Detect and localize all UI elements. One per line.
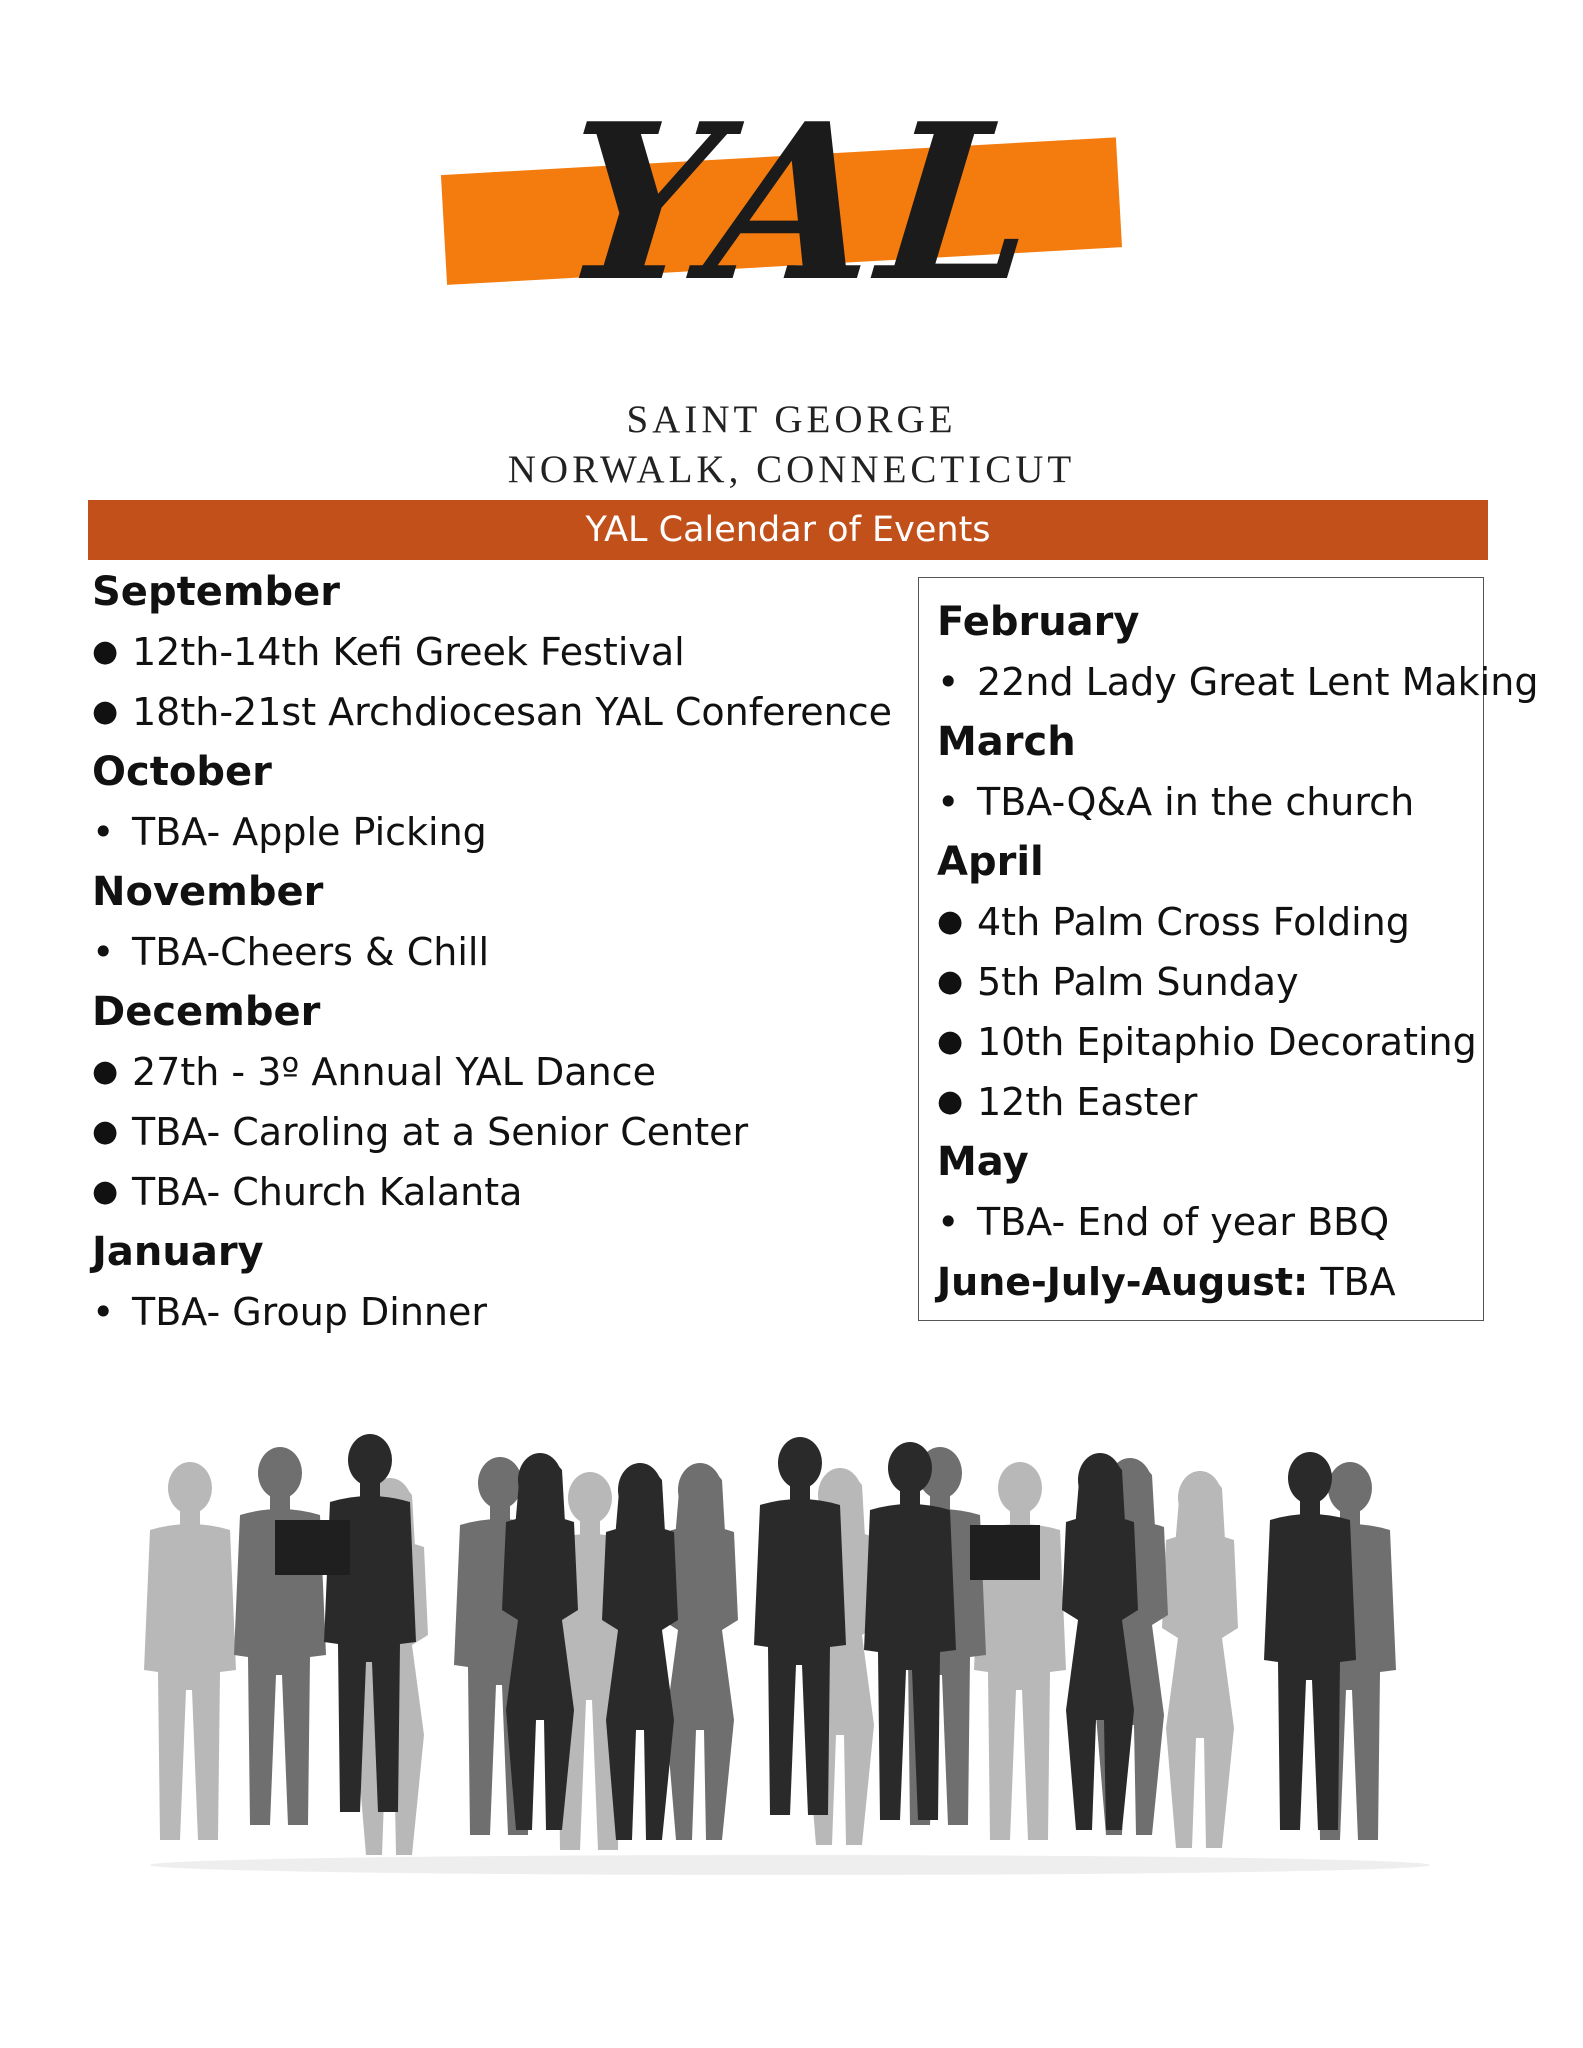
month-heading: May	[937, 1139, 1029, 1185]
right-column-box	[918, 577, 1539, 1321]
event-item	[92, 622, 912, 682]
event-text: TBA- Caroling at a Senior Center	[132, 1110, 749, 1154]
event-item	[937, 772, 1483, 832]
yal-logo	[440, 76, 1140, 395]
bullet: ●	[92, 634, 119, 669]
month-heading: November	[92, 869, 324, 915]
event-item	[937, 892, 1483, 952]
event-text: TBA- Group Dinner	[132, 1290, 487, 1334]
bullet: •	[937, 660, 960, 704]
summer-value: TBA	[1320, 1260, 1396, 1304]
event-text: TBA- End of year BBQ	[977, 1200, 1390, 1244]
event-text: 5th Palm Sunday	[977, 960, 1299, 1004]
summer-label: June-July-August:	[937, 1260, 1309, 1304]
month-heading: September	[92, 569, 340, 615]
bullet: ●	[937, 904, 964, 939]
church-name: SAINT GEORGE	[626, 398, 957, 441]
calendar-banner: YAL Calendar of Events	[88, 500, 1488, 560]
event-item	[92, 922, 912, 982]
month-heading: December	[92, 989, 321, 1035]
church-location: NORWALK, CONNECTICUT	[507, 448, 1076, 491]
bullet: •	[92, 930, 115, 974]
event-text: 10th Epitaphio Decorating	[977, 1020, 1477, 1064]
month-heading: February	[937, 599, 1140, 645]
bullet: ●	[937, 964, 964, 999]
logo-text: YAL	[551, 76, 1055, 329]
event-item	[937, 1192, 1483, 1252]
event-text: 18th-21st Archdiocesan YAL Conference	[132, 690, 893, 734]
event-text: TBA- Apple Picking	[132, 810, 487, 854]
bullet: •	[937, 780, 960, 824]
event-text: 12th-14th Kefi Greek Festival	[132, 630, 685, 674]
event-text: 12th Easter	[977, 1080, 1198, 1124]
event-item	[937, 652, 1539, 712]
summer-line	[937, 1252, 1483, 1312]
event-item	[937, 952, 1483, 1012]
event-item	[92, 1102, 912, 1162]
bullet: ●	[92, 1114, 119, 1149]
month-heading: January	[92, 1229, 264, 1275]
month-heading: March	[937, 719, 1076, 765]
bullet: ●	[937, 1084, 964, 1119]
bullet: ●	[92, 1054, 119, 1089]
bullet: ●	[937, 1024, 964, 1059]
event-item	[92, 1042, 912, 1102]
event-text: 27th - 3º Annual YAL Dance	[132, 1050, 656, 1094]
left-column	[92, 562, 912, 1342]
event-item	[92, 682, 912, 742]
event-text: TBA-Cheers & Chill	[132, 930, 490, 974]
event-item	[937, 1012, 1483, 1072]
event-text: TBA-Q&A in the church	[977, 780, 1415, 824]
event-item	[92, 1162, 912, 1222]
people-silhouettes-illustration	[120, 1420, 1460, 1880]
event-item	[937, 1072, 1483, 1132]
bullet: ●	[92, 694, 119, 729]
event-text: 4th Palm Cross Folding	[977, 900, 1410, 944]
month-heading: October	[92, 749, 272, 795]
bullet: •	[937, 1200, 960, 1244]
event-item	[92, 1282, 912, 1342]
event-text: 22nd Lady Great Lent Making	[977, 660, 1539, 704]
event-item	[92, 802, 912, 862]
month-heading: April	[937, 839, 1044, 885]
bullet: •	[92, 810, 115, 854]
crowd-silhouette-svg	[120, 1420, 1460, 1880]
bullet: ●	[92, 1174, 119, 1209]
bullet: •	[92, 1290, 115, 1334]
event-text: TBA- Church Kalanta	[132, 1170, 523, 1214]
